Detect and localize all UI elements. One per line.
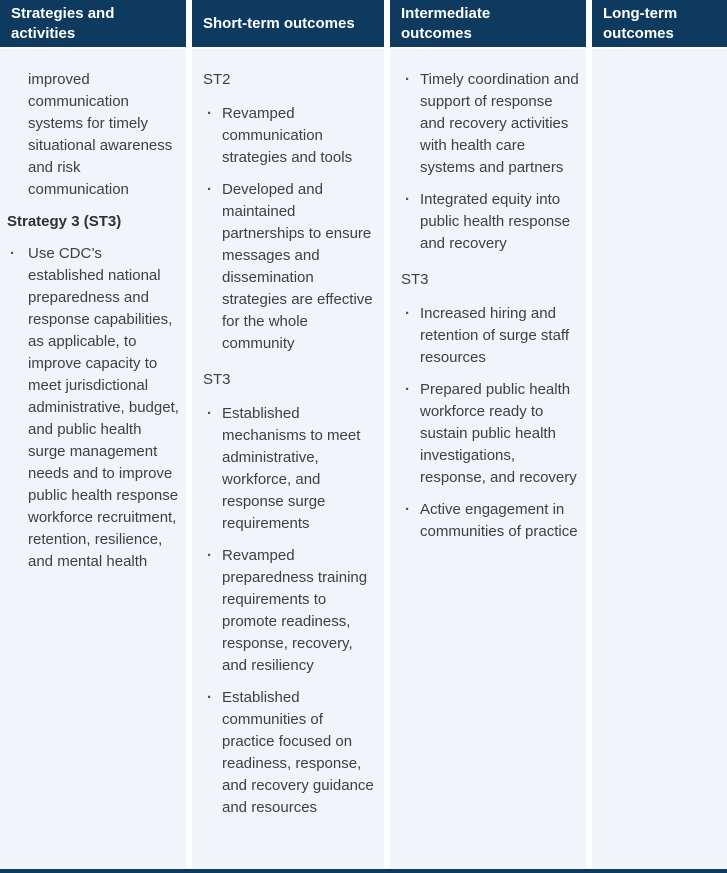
strategy-label: ST2 (203, 71, 231, 88)
column-body-intermediate-outcomes (390, 49, 586, 869)
bullet-text: Active engagement in communities of practice (420, 501, 578, 540)
continuation-text: improved communication systems for timely situational awareness and risk communication (28, 71, 173, 198)
next-header-row-strip (0, 869, 727, 873)
bullet-icon: · (207, 547, 212, 564)
column-header-short-term-outcomes (192, 0, 384, 47)
bullet-icon: · (207, 105, 212, 122)
column-header-long-term-outcomes (592, 0, 727, 47)
bullet-text: Established mechanisms to meet administrative, workforce, and response surge requirements (222, 405, 361, 532)
bullet-icon: · (405, 501, 410, 518)
bullet-text: Developed and maintained partnerships to ensure messages and dissemination strategies are effective for the whole community (222, 181, 373, 352)
bullet-item (401, 499, 580, 543)
bullet-icon: · (207, 181, 212, 198)
column-header-label: Intermediate outcomes (401, 4, 491, 42)
strategy-label: ST3 (401, 271, 429, 288)
bullet-item (203, 179, 378, 355)
bullet-item (401, 303, 580, 369)
bullet-text: Use CDC’s established national preparedness and response capabilities, as applicable, to improve capacity to meet jurisdictional administrative, budget, and public health surge management needs and to improve public health response workforce recruitment, retention, resilience, and mental health (28, 245, 179, 570)
bullet-text: Increased hiring and retention of surge staff resources (420, 305, 569, 366)
column-body-short-term-outcomes (192, 49, 384, 869)
bullet-icon: · (405, 305, 410, 322)
bullet-icon: · (207, 689, 212, 706)
strategy-label: ST3 (203, 371, 231, 388)
column-body-strategies-and-activities (0, 49, 186, 869)
bullet-item (203, 687, 378, 819)
column-header-label: Short-term outcomes (203, 14, 355, 32)
column-header-label: Strategies and activities (11, 4, 115, 42)
bullet-item (203, 103, 378, 169)
strategy-heading: Strategy 3 (ST3) (7, 213, 122, 230)
bullet-text: Integrated equity into public health response and recovery (420, 191, 571, 252)
bullet-text: Timely coordination and support of response and recovery activities with health care systems and partners (420, 71, 579, 176)
bullet-icon: · (405, 71, 410, 88)
bullet-text: Prepared public health workforce ready to sustain public health investigations, response, and recovery (420, 381, 577, 486)
column-body-long-term-outcomes (592, 49, 727, 869)
bullet-icon: · (207, 405, 212, 422)
column-header-intermediate-outcomes (390, 0, 586, 47)
bullet-text: Established communities of practice focused on readiness, response, and recovery guidance and resources (222, 689, 374, 816)
bullet-icon: · (10, 245, 15, 262)
bullet-text: Revamped communication strategies and tools (222, 105, 353, 166)
bullet-item (401, 69, 580, 179)
bullet-item (401, 189, 580, 255)
bullet-text: Revamped preparedness training requirements to promote readiness, response, recovery, and resiliency (222, 547, 368, 674)
column-header-strategies-and-activities (0, 0, 186, 47)
bullet-icon: · (405, 381, 410, 398)
bullet-item (203, 545, 378, 677)
bullet-icon: · (405, 191, 410, 208)
column-header-label: Long-term outcomes (603, 4, 678, 42)
bullet-item (401, 379, 580, 489)
bullet-item (203, 403, 378, 535)
bullet-item (7, 243, 180, 573)
